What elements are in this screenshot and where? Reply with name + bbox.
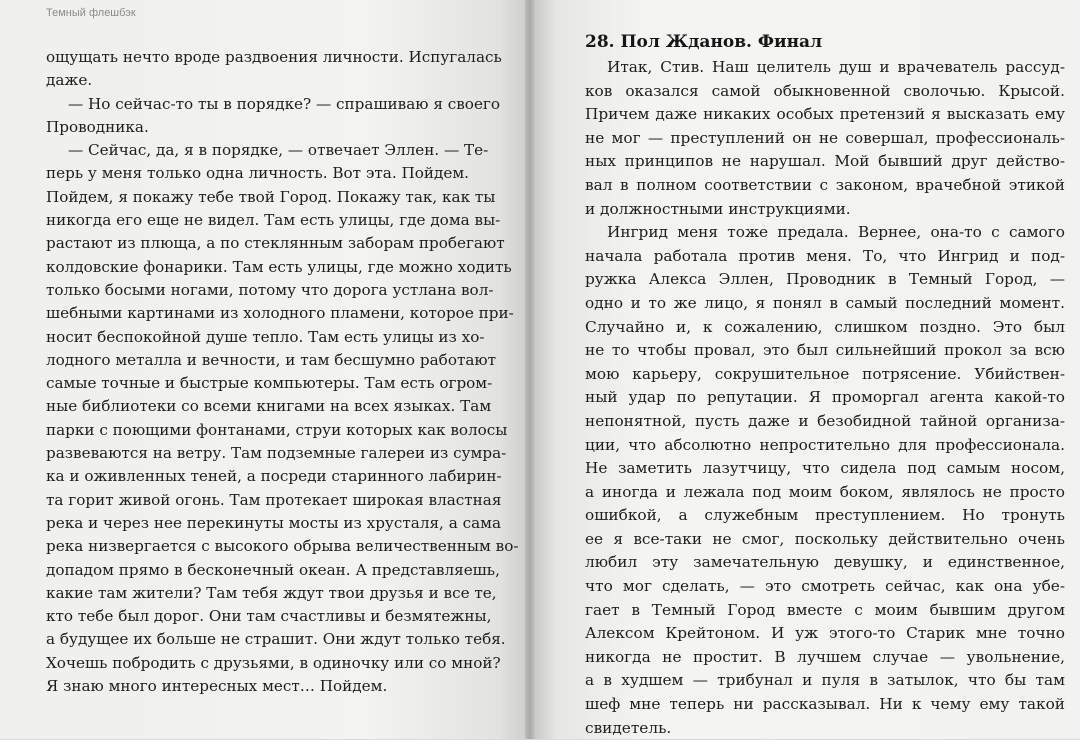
text-line: Проводника.	[46, 117, 149, 136]
text-line: шеф мне теперь ни рассказывал. Ни к чему ему такой	[585, 695, 1065, 714]
text-line: Я знаю много интересных мест… Пойдем.	[46, 677, 388, 696]
text-line: перь у меня только одна личность. Вот эта. Пойдем.	[46, 164, 470, 183]
text-line: Алексом Крейтоном. И уж этого-то Старик мне точно	[585, 624, 1065, 643]
text-line: ошибкой, а служебным преступлением. Но тронуть	[585, 506, 1065, 525]
text-line: и должностными инструкциями.	[585, 199, 851, 218]
text-line: допадом прямо в бесконечный океан. А представляешь,	[46, 560, 500, 579]
text-line: какие там жители? Там тебя ждут твои друзья и все те,	[46, 583, 497, 602]
right-page-text	[585, 56, 1065, 740]
text-line: что мог сделать, — это смотреть сейчас, как она убе-	[585, 577, 1065, 596]
text-line: ные библиотеки со всеми книгами на всех языках. Там	[46, 397, 492, 416]
text-line: одно и то же лицо, я понял в самый последний момент.	[585, 293, 1065, 312]
text-line: даже.	[46, 71, 93, 90]
text-line: ружка Алекса Эллен, Проводник в Темный Город, —	[585, 270, 1065, 289]
text-line: мою карьеру, сокрушительное потрясение. Убийствен-	[585, 364, 1065, 383]
text-line: река и через нее перекинуты мосты из хрусталя, а сама	[46, 513, 502, 532]
text-line: Итак, Стив. Наш целитель душ и врачеватель рассуд-	[607, 58, 1065, 76]
left-page	[0, 0, 525, 739]
text-line: кто тебе был дорог. Они там счастливы и безмятежны,	[46, 607, 492, 626]
left-page-text	[46, 46, 519, 698]
right-page	[535, 0, 1080, 739]
text-line: не то чтобы провал, это был сильнейший прокол за всю	[585, 341, 1065, 360]
text-line: вал в полном соответствии с законом, врачебной этикой	[585, 175, 1065, 194]
text-line: — Но сейчас-то ты в порядке? — спрашиваю я своего	[68, 94, 501, 113]
text-line: непонятной, пусть даже и безобидной тайной организа-	[585, 411, 1065, 430]
text-line: любил эту замечательную девушку, и единственное,	[585, 553, 1065, 572]
text-line: только босыми ногами, потому что дорога устлана вол-	[46, 280, 494, 299]
text-line: ных принципов не нарушал. Мой бывший друг действо-	[585, 152, 1065, 171]
text-line: Причем даже никаких особых претензий я высказать ему	[585, 105, 1065, 124]
text-line: — Сейчас, да, я в порядке, — отвечает Эллен. — Те-	[68, 141, 489, 160]
text-line: река низвергается с высокого обрыва величественным во-	[46, 537, 519, 556]
text-line: та горит живой огонь. Там протекает широкая властная	[46, 490, 502, 509]
text-line: ее я все-таки не смог, поскольку действительно очень	[585, 529, 1065, 548]
text-line: ка и оживленных теней, а посреди старинного лабирин-	[46, 467, 502, 486]
text-line: Хочешь побродить с друзьями, в одиночку или со мной?	[46, 653, 501, 672]
text-line: Пойдем, я покажу тебе твой Город. Покажу так, как ты	[46, 187, 496, 206]
text-line: свидетель.	[585, 718, 672, 737]
text-line: развеваются на ветру. Там подземные галереи из сумра-	[46, 444, 507, 463]
text-line: а в худшем — трибунал и пуля в затылок, что бы там	[585, 671, 1065, 690]
text-line: а будущее их больше не страшит. Они ждут только тебя.	[46, 630, 506, 649]
text-line: гает в Темный Город вместе с моим бывшим другом	[585, 600, 1065, 619]
chapter-title: 28. Пол Жданов. Финал	[585, 32, 823, 52]
text-line: начала работала против меня. То, что Ингрид и под-	[585, 246, 1065, 265]
text-line: парки с поющими фонтанами, струи которых как волосы	[46, 420, 508, 439]
book-gutter	[525, 0, 535, 739]
text-line: самые точные и быстрые компьютеры. Там есть огром-	[46, 374, 493, 393]
text-line: носит беспокойной душе тепло. Там есть улицы из хо-	[46, 327, 485, 346]
text-line: ощущать нечто вроде раздвоения личности. Испугалась	[46, 48, 502, 66]
text-line: никогда его еще не видел. Там есть улицы, где дома вы-	[46, 211, 501, 230]
text-line: ции, что абсолютно непростительно для профессионала.	[585, 435, 1065, 454]
text-line: не мог — преступлений он не совершал, профессиональ-	[585, 128, 1065, 147]
text-line: колдовские фонарики. Там есть улицы, где можно ходить	[46, 257, 512, 276]
text-line: а иногда и лежала под моим боком, являлось не просто	[585, 482, 1065, 501]
text-line: Случайно и, к сожалению, слишком поздно. Это был	[585, 317, 1065, 336]
text-line: Ингрид меня тоже предала. Вернее, она-то с самого	[607, 223, 1065, 242]
text-line: никогда не простит. В лучшем случае — увольнение,	[585, 647, 1065, 666]
text-line: шебными картинами из холодного пламени, которое при-	[46, 304, 514, 323]
running-head: Темный флешбэк	[46, 7, 136, 19]
text-line: Не заметить лазутчицу, что сидела под самым носом,	[585, 459, 1065, 478]
text-line: ков оказался самой обыкновенной сволочью. Крысой.	[585, 81, 1065, 100]
text-line: лодного металла и вечности, и там бесшумно работают	[46, 350, 497, 369]
text-line: ный удар по репутации. Я проморгал агента какой-то	[585, 388, 1065, 407]
text-line: растают из плюща, а по стеклянным заборам пробегают	[46, 234, 505, 253]
